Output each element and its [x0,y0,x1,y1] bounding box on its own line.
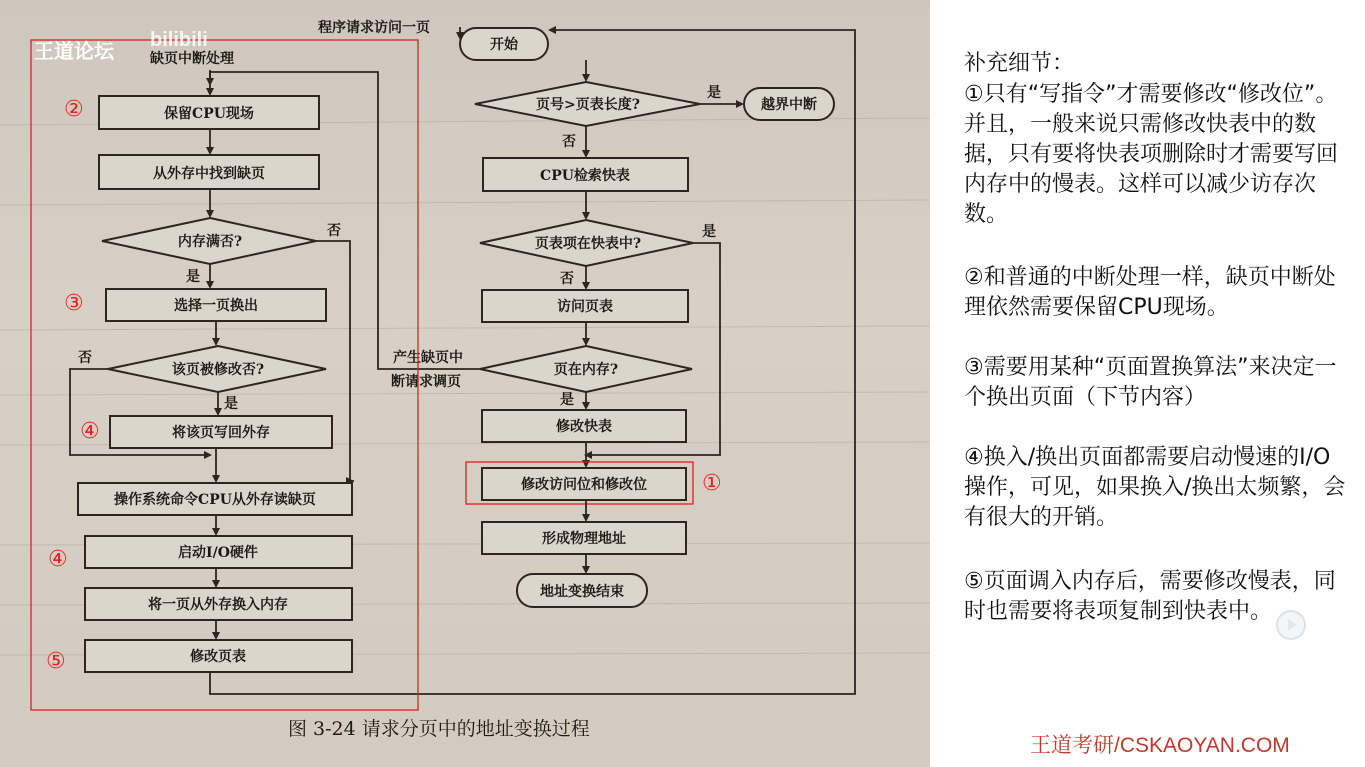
node-os-command-text: 操作系统命令CPU从外存读缺页 [114,492,316,508]
node-write-back-text: 将该页写回外存 [172,425,270,441]
node-start-io-text: 启动I/O硬件 [178,545,258,561]
node-end-text: 地址变换结束 [540,584,624,600]
node-save-cpu-text: 保留CPU现场 [164,106,254,122]
marker-3: ③ [64,291,84,316]
node-modify-bits-text: 修改访问位和修改位 [521,477,647,493]
node-physical-address-text: 形成物理地址 [542,531,626,547]
marker-2: ② [64,97,84,122]
node-access-page-table-text: 访问页表 [557,299,613,315]
node-find-page-text: 从外存中找到缺页 [153,166,265,182]
note-item-3: ③需要用某种“页面置换算法”来决定一个换出页面（下节内容） [964,355,1337,410]
label-page-fault-2: 断请求调页 [391,374,461,390]
note-item-2: ②和普通的中断处理一样，缺页中断处理依然需要保留CPU现场。 [964,265,1336,320]
label-modified-yes: 是 [224,396,238,412]
label-bounds-no: 否 [562,134,576,150]
watermark-site: 王道论坛 [34,41,114,63]
note-item-4: ④换入/换出页面都需要启动慢速的I/O操作，可见，如果换入/换出太频繁，会有很大的开销。 [964,445,1346,530]
figure-caption: 图 3-24 请求分页中的地址变换过程 [288,718,590,740]
node-select-swap-text: 选择一页换出 [174,298,258,314]
label-program-request: 程序请求访问一页 [318,20,430,36]
marker-1: ① [702,471,722,496]
node-out-of-bounds-text: 越界中断 [761,97,817,113]
marker-5: ⑤ [46,649,66,674]
label-in-tlb-no: 否 [560,271,574,287]
node-update-page-table-text: 修改页表 [190,649,246,665]
node-page-modified-text: 该页被修改否? [171,362,265,378]
play-button-icon[interactable] [1276,610,1306,640]
notes-title: 补充细节： [964,51,1075,76]
node-in-tlb-text: 页表项在快表中? [534,236,642,252]
label-bounds-yes: 是 [707,85,721,101]
node-memory-full-text: 内存满否? [177,234,243,250]
label-memory-full-yes: 是 [186,269,200,285]
note-item-5: ⑤页面调入内存后，需要修改慢表，同时也需要将表项复制到快表中。 [964,569,1336,624]
label-in-memory-yes: 是 [560,392,574,408]
marker-4b: ④ [48,547,68,572]
notes-panel [930,0,1365,767]
node-check-bounds-text: 页号>页表长度? [536,97,640,113]
watermark-bili: bilibili [150,29,208,51]
node-start-text: 开始 [490,37,518,53]
note-item-1: ①只有“写指令”才需要修改“修改位”。并且，一般来说只需修改快表中的数据，只有要将快表项删除时才需要写回内存中的慢表。这样可以减少访存次数。 [964,82,1339,227]
label-in-tlb-yes: 是 [702,224,716,240]
brand-footer: 王道考研/CSKAOYAN.COM [1030,734,1290,757]
node-search-tlb-text: CPU检索快表 [540,168,630,184]
label-memory-full-no: 否 [327,223,341,239]
label-page-fault-1: 产生缺页中 [393,350,463,366]
label-modified-no: 否 [78,350,92,366]
label-fault-handler-partial: 缺页中断处理 [150,51,234,67]
marker-4a: ④ [80,419,100,444]
node-swap-in-text: 将一页从外存换入内存 [148,597,288,613]
node-in-memory-text: 页在内存? [553,362,619,378]
node-update-tlb-text: 修改快表 [556,419,612,435]
